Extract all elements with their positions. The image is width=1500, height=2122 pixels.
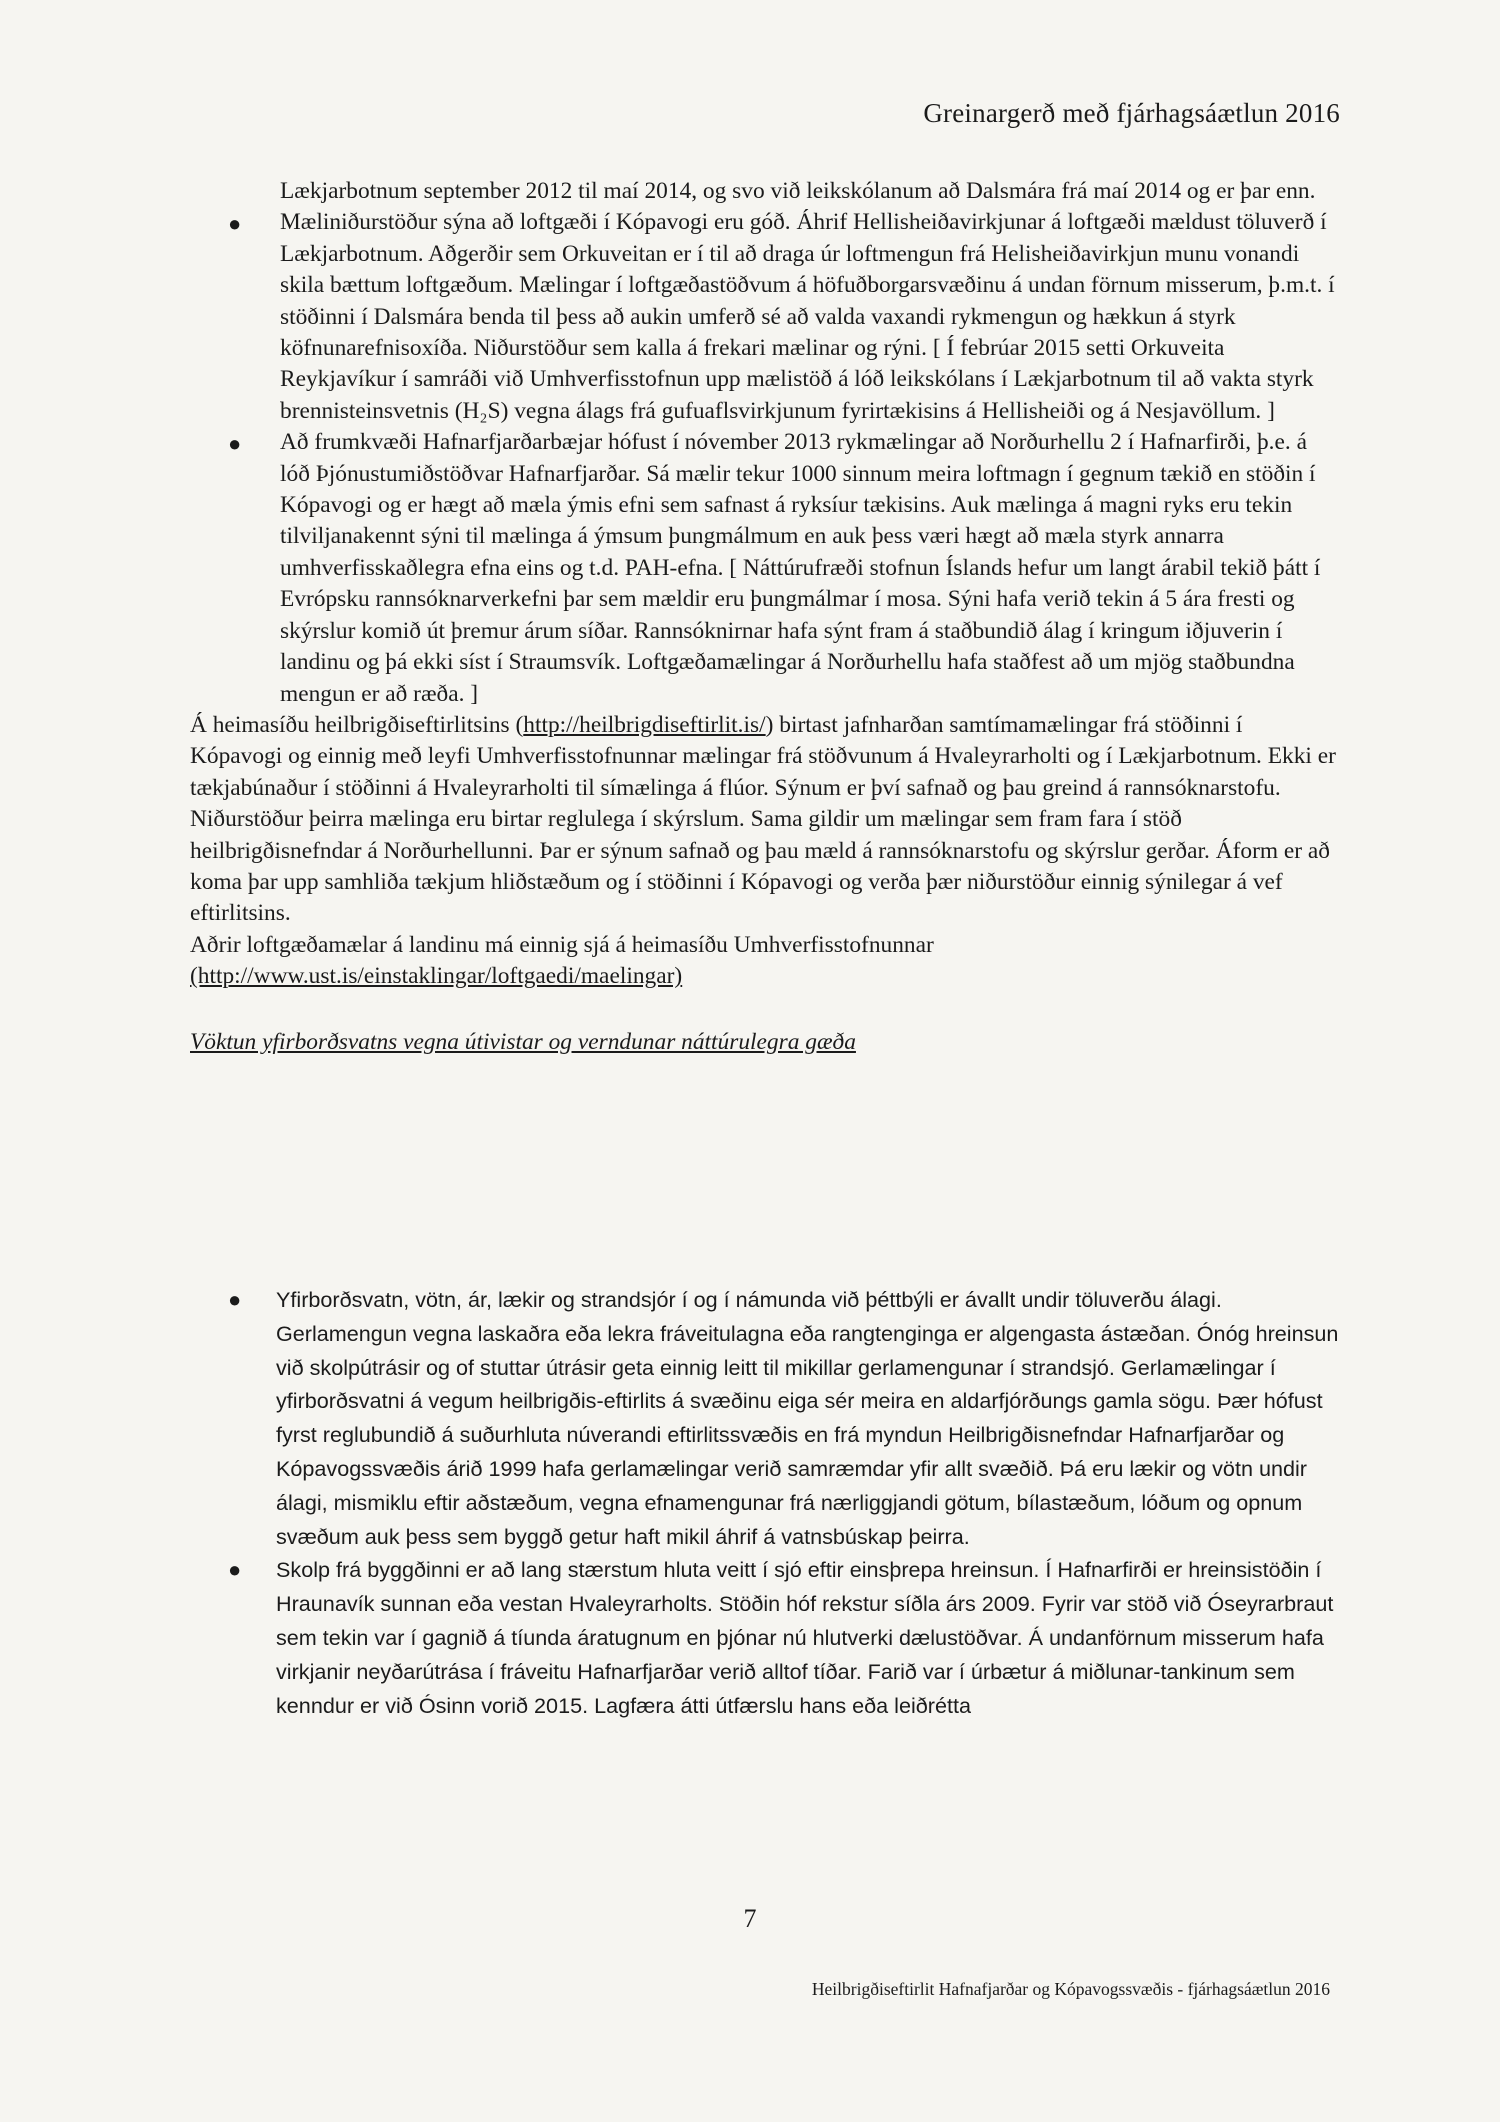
bullet-text: Yfirborðsvatn, vötn, ár, lækir og strandsjór í og í námunda við þéttbýli er ávallt undir töluverðu álagi. Gerlamengun vegna laskaðra eða lekra fráveitulagna eða rangtenginga er algengasta ástæðan. Ónóg hreinsun við skolpútrásir og of stuttar útrásir geta einnig leitt til mikillar gerlamengunar í strandsjó. Gerlamælingar í yfirborðsvatni á vegum heilbrigðis-eftirlits á svæðinu eiga sér meira en aldarfjórðungs gamla sögu. Þær hófust fyrst reglubundið á suðurhluta núverandi eftirlitssvæðis en frá myndun Heilbrigðisnefndar Hafnarfjarðar og Kópavogssvæðis árið 1999 hafa gerlamælingar verið samræmdar yfir allt svæðið. Þá eru lækir og vötn undir álagi, mismiklu eftir aðstæðum, vegna efnamengunar frá nærliggjandi götum, bílastæðum, lóðum og opnum svæðum auk þess sem byggð getur haft mikil áhrif á vatnsbúskap þeirra.: [276, 1287, 1339, 1549]
bullet-icon: ●: [228, 1287, 242, 1312]
website-paragraph: [190, 710, 1340, 930]
section-title: Vöktun yfirborðsvatns vegna útivistar og verndunar náttúrulegra gæða: [190, 1028, 856, 1055]
page-footer: Heilbrigðiseftirlit Hafnafjarðar og Kópavogssvæðis - fjárhagsáætlun 2016: [811, 1979, 1330, 1999]
continuation-paragraph: Lækjarbotnum september 2012 til maí 2014, og svo við leikskólanum að Dalsmára frá maí 2014 og er þar enn.: [280, 178, 1316, 204]
website-text-before: Á heimasíðu heilbrigðiseftirlitsins (: [190, 711, 524, 738]
heilbrigdiseftirlit-link[interactable]: http://heilbrigdiseftirlit.is/: [523, 711, 766, 738]
bullet-icon: ●: [228, 1557, 242, 1583]
ust-link[interactable]: (http://www.ust.is/einstaklingar/loftgaedi/maelingar): [190, 963, 683, 990]
bullet-text: Að frumkvæði Hafnarfjarðarbæjar hófust í nóvember 2013 rykmælingar að Norðurhellu 2 í Hafnarfirði, þ.e. á lóð Þjónustumiðstöðvar Hafnarfjarðar. Sá mælir tekur 1000 sinnum meira loftmagn í gegnum tækið en stöðin í Kópavogi og er hægt að mæla ýmis efni sem safnast á ryksíur tækisins. Auk mælinga á magni ryks eru tekin tilviljanakennt sýni til mælinga á ýmsum þungmálmum en auk þess væri hægt að mæla styrk annarra umhverfisskaðlegra efna eins og t.d. PAH-efna. [ Náttúrufræði stofnun Íslands hefur um langt árabil tekið þátt í Evrópsku rannsóknarverkefni þar sem mældir eru þungmálmar í mosa. Sýni hafa verið tekin á 5 ára fresti og skýrslur komið út þremur árum síðar. Rannsóknirnar hafa sýnt fram á staðbundið álag í kringum iðjuverin í landinu og þá ekki síst í Straumsvík. Loftgæðamælingar á Norðurhellu hafa staðfest að um mjög staðbundna mengun er að ræða. ]: [280, 429, 1321, 707]
list-item: [190, 427, 1340, 710]
list-item: [190, 1553, 1340, 1722]
other-monitors-text: Aðrir loftgæðamælar á landinu má einnig sjá á heimasíðu Umhverfisstofnunnar: [190, 931, 934, 958]
bullet-icon: ●: [228, 431, 242, 457]
air-quality-block: [190, 176, 1340, 1058]
list-item: [190, 207, 1340, 427]
other-monitors-paragraph: [190, 930, 1340, 993]
bullet-icon: ●: [228, 211, 242, 237]
water-block: [190, 1283, 1340, 1722]
page-number: 7: [743, 1904, 757, 1933]
website-text-after: ) birtast jafnharðan samtímamælingar frá stöðinni í Kópavogi og einnig með leyfi Umhverfisstofnunnar mælingar frá stöðvunum á Hvaleyrarholti og í Lækjarbotnum. Ekki er tækjabúnaður í stöðinni á Hvaleyrarholti til símælinga á flúor. Sýnum er því safnað og þau greind á rannsóknarstofu. Niðurstöður þeirra mælinga eru birtar reglulega í skýrslum. Sama gildir um mælingar sem fram fara í stöð heilbrigðisnefndar á Norðurhellunni. Þar er sýnum safnað og þau mæld á rannsóknarstofu og skýrslur gerðar. Áform er að koma þar upp samhliða tækjum hliðstæðum og í stöðinni í Kópavogi og verða þær niðurstöður einnig sýnilegar á vef eftirlitsins.: [190, 711, 1336, 927]
bullet-text: Skolp frá byggðinni er að lang stærstum hluta veitt í sjó eftir einsþrepa hreinsun. Í Hafnarfirði er hreinsistöðin í Hraunavík sunnan eða vestan Hvaleyrarholts. Stöðin hóf rekstur síðla árs 2009. Fyrir var stöð við Óseyrarbraut sem tekin var í gagnið á tíunda áratugnum en þjónar nú hlutverki dælustöðvar. Á undanförnum misserum hafa virkjanir neyðarútrása í fráveitu Hafnarfjarðar verið alltof tíðar. Farið var í úrbætur á miðlunar-tankinum sem kenndur er við Ósinn vorið 2015. Lagfæra átti útfærslu hans eða leiðrétta: [276, 1557, 1334, 1718]
list-item: [190, 1283, 1340, 1553]
page-header: Greinargerð með fjárhagsáætlun 2016: [923, 98, 1340, 128]
bullet-text: Mæliniðurstöður sýna að loftgæði í Kópavogi eru góð. Áhrif Hellisheiðavirkjunar á loftgæði mældust töluverð í Lækjarbotnum. Aðgerðir sem Orkuveitan er í til að draga úr loftmengun frá Helisheiðavirkjun munu vonandi skila bættum loftgæðum. Mælingar í loftgæðastöðvum á höfuðborgarsvæðinu á undan förnum misserum, þ.m.t. í stöðinni í Dalsmára benda til þess að aukin umferð sé að valda vaxandi rykmengun og hækkun á styrk köfnunarefnisoxíða. Niðurstöður sem kalla á frekari mælinar og rýni. [ Í febrúar 2015 setti Orkuveita Reykjavíkur í samráði við Umhverfisstofnun upp mælistöð á lóð leikskólans í Lækjarbotnum til að vakta styrk brennisteinsvetnis (H₂S) vegna álags frá gufuaflsvirkjunum fyrirtækisins á Hellisheiði og á Nesjavöllum. ]: [280, 209, 1335, 424]
